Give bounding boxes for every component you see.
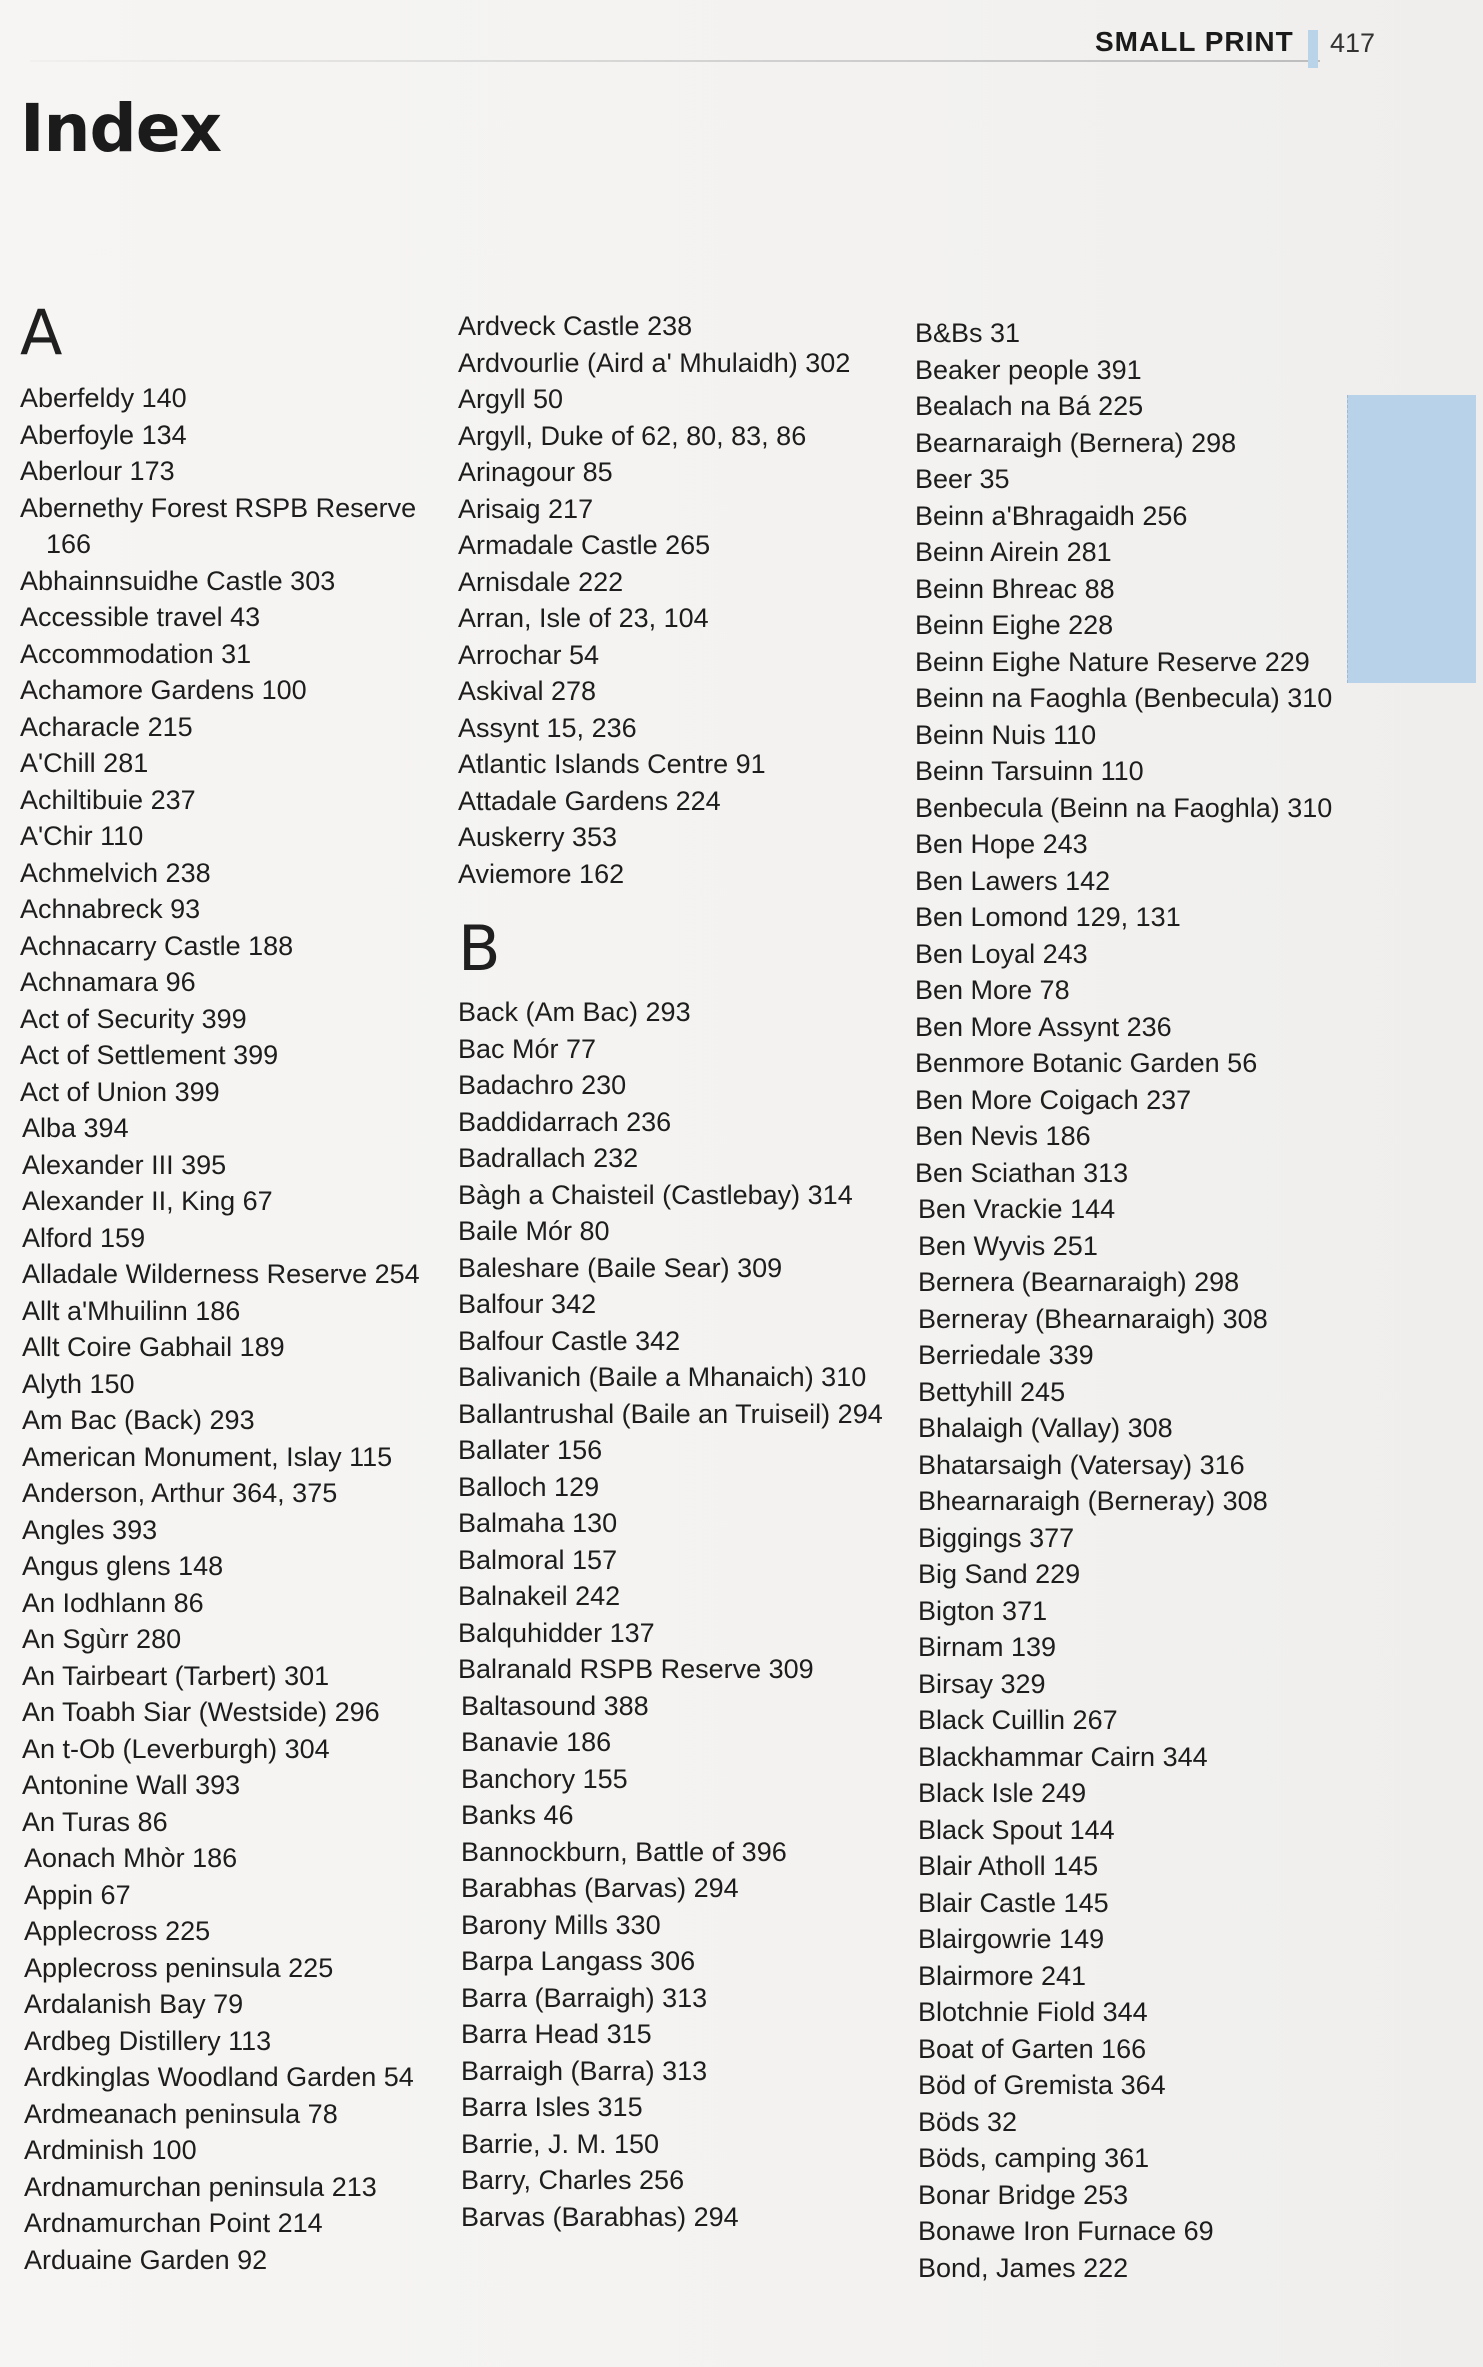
index-entry: Blairgowrie 149: [918, 1924, 1105, 1954]
index-entry: Antonine Wall 393: [22, 1770, 241, 1800]
index-entry: Achnacarry Castle 188: [20, 930, 294, 961]
index-entry: Berneray (Bhearnaraigh) 308: [918, 1303, 1268, 1334]
index-entry: Achamore Gardens 100: [20, 675, 307, 705]
index-entry: Beinn Tarsuinn 110: [915, 756, 1144, 786]
index-entry: Am Bac (Back) 293: [22, 1405, 255, 1435]
index-entry: Atlantic Islands Centre 91: [458, 749, 766, 779]
index-entry: Blair Castle 145: [918, 1887, 1109, 1918]
index-entry: Abhainnsuidhe Castle 303: [20, 565, 336, 596]
index-entry: Balquhidder 137: [458, 1617, 655, 1648]
index-entry: Barry, Charles 256: [461, 2165, 685, 2195]
index-entry: Alyth 150: [22, 1368, 135, 1399]
index-entry: Armadale Castle 265: [458, 530, 711, 560]
index-entry: Baddidarrach 236: [458, 1106, 672, 1137]
index-entry: Allt a'Mhuilinn 186: [22, 1295, 241, 1326]
index-entry: Beinn Eighe 228: [915, 610, 1114, 640]
index-entry: Biggings 377: [918, 1522, 1075, 1553]
index-entry: Ballantrushal (Baile an Truiseil) 294: [458, 1398, 883, 1429]
index-entry: Ben Lomond 129, 131: [915, 902, 1181, 932]
index-entry: Böds, camping 361: [918, 2143, 1150, 2173]
index-entry: Arran, Isle of 23, 104: [458, 603, 709, 633]
index-entry: Ardminish 100: [24, 2135, 197, 2165]
index-entry: Accommodation 31: [20, 638, 252, 669]
index-entry: Ben Nevis 186: [915, 1121, 1091, 1151]
index-entry: Back (Am Bac) 293: [458, 997, 691, 1027]
index-entry: An Turas 86: [22, 1806, 168, 1837]
index-entry: Bond, James 222: [918, 2252, 1129, 2283]
page-title: Index: [20, 90, 222, 167]
index-entry: Arinagour 85: [458, 457, 613, 487]
index-entry: Applecross 225: [24, 1916, 211, 1946]
index-entry: Ben Vrackie 144: [918, 1194, 1116, 1224]
index-entry: Argyll, Duke of 62, 80, 83, 86: [458, 420, 807, 451]
index-entry: Banks 46: [461, 1800, 574, 1830]
index-column-2: [458, 308, 888, 2235]
index-entry: An Tairbeart (Tarbert) 301: [22, 1660, 330, 1691]
index-entry: Achnabreck 93: [20, 894, 201, 924]
index-entry: Bac Mór 77: [458, 1033, 597, 1064]
index-entry: Birnam 139: [918, 1632, 1057, 1662]
index-entry: Achmelvich 238: [20, 857, 211, 888]
index-entry: Balloch 129: [458, 1471, 600, 1502]
page-number: 417: [1330, 28, 1376, 58]
index-entry: Alford 159: [22, 1222, 146, 1253]
index-entry: Bealach na Bá 225: [915, 391, 1144, 421]
index-entry: Balfour 342: [458, 1289, 597, 1319]
index-entry: Auskerry 353: [458, 822, 618, 852]
index-entry: Angus glens 148: [22, 1551, 224, 1581]
index-entry: An Iodhlann 86: [22, 1587, 204, 1618]
index-entry: Arisaig 217: [458, 493, 594, 524]
running-head-accent-bar: [1308, 30, 1318, 68]
index-entry: Aberfeldy 140: [20, 383, 187, 413]
index-entry: Blairmore 241: [918, 1960, 1087, 1991]
index-entry: Birsay 329: [918, 1668, 1046, 1699]
index-entry: Angles 393: [22, 1514, 158, 1545]
index-entry: Balnakeil 242: [458, 1581, 621, 1611]
index-entry: Böds 32: [918, 2106, 1018, 2137]
header-rule: [30, 60, 1320, 62]
index-entry: Beaker people 391: [915, 354, 1142, 385]
index-entry: Benmore Botanic Garden 56: [915, 1048, 1258, 1078]
index-entry: Ben Loyal 243: [915, 938, 1088, 969]
index-entry: Böd of Gremista 364: [918, 2070, 1166, 2100]
index-entry: A'Chill 281: [20, 748, 149, 778]
index-entries-b: [458, 994, 888, 2235]
index-entry: Boat of Garten 166: [918, 2033, 1147, 2064]
index-entry: Black Cuillin 267: [918, 1705, 1118, 1735]
index-entry: An t-Ob (Leverburgh) 304: [22, 1733, 330, 1764]
index-entry: Ballater 156: [458, 1435, 603, 1465]
index-entry: Ardnamurchan peninsula 213: [24, 2171, 377, 2202]
index-entry: Black Isle 249: [918, 1778, 1087, 1808]
index-entry: Achiltibuie 237: [20, 784, 196, 815]
index-entry: A'Chir 110: [20, 821, 144, 851]
index-entry: Ben More 78: [915, 975, 1070, 1005]
index-entry: Beinn Bhreac 88: [915, 573, 1115, 604]
index-entry: Barvas (Barabhas) 294: [461, 2201, 739, 2232]
index-entry: Barra Isles 315: [461, 2092, 643, 2122]
page-tab-marker: [1347, 395, 1476, 683]
index-entry: American Monument, Islay 115: [22, 1441, 393, 1472]
index-entry: Banchory 155: [461, 1763, 628, 1794]
index-entry: Argyll 50: [458, 384, 564, 414]
index-entry: Acharacle 215: [20, 711, 193, 742]
index-entry: Berriedale 339: [918, 1340, 1094, 1370]
index-entry: Attadale Gardens 224: [458, 785, 721, 816]
index-entry: Ardbeg Distillery 113: [24, 2025, 272, 2056]
index-entry: Barraigh (Barra) 313: [461, 2055, 708, 2086]
index-entry: Alexander III 395: [22, 1149, 227, 1180]
index-entry: Banavie 186: [461, 1727, 612, 1757]
index-entry: Bigton 371: [918, 1595, 1048, 1626]
index-entry: Bettyhill 245: [918, 1376, 1066, 1407]
index-entry: Balranald RSPB Reserve 309: [458, 1654, 814, 1684]
index-entry: Achnamara 96: [20, 967, 196, 997]
index-entry: Beinn Airein 281: [915, 537, 1112, 567]
index-entry: Act of Union 399: [20, 1076, 220, 1107]
index-entry: Appin 67: [24, 1879, 131, 1910]
index-entry: Balmaha 130: [458, 1508, 618, 1538]
index-entry: Barrie, J. M. 150: [461, 2128, 660, 2159]
index-entry: Aviemore 162: [458, 858, 625, 889]
index-entry: Beinn a'Bhragaidh 256: [915, 500, 1188, 531]
index-entry: Ardnamurchan Point 214: [24, 2208, 323, 2238]
index-entry: Ben More Assynt 236: [915, 1011, 1172, 1042]
index-entry: Big Sand 229: [918, 1559, 1081, 1589]
index-entry: Alexander II, King 67: [22, 1186, 273, 1216]
index-entry: An Sgùrr 280: [22, 1624, 182, 1654]
index-entry: Ardvourlie (Aird a' Mhulaidh) 302: [458, 347, 851, 378]
index-entry: Aonach Mhòr 186: [24, 1843, 238, 1873]
index-entry: Bernera (Bearnaraigh) 298: [918, 1267, 1240, 1297]
index-column-1: [20, 290, 440, 2278]
index-entry: Accessible travel 43: [20, 602, 261, 632]
index-entry: Ben Lawers 142: [915, 865, 1111, 896]
index-entry: Baile Mór 80: [458, 1216, 610, 1246]
index-entry: Bàgh a Chaisteil (Castlebay) 314: [458, 1179, 853, 1210]
index-entry: Anderson, Arthur 364, 375: [22, 1478, 338, 1508]
index-entry: Bonawe Iron Furnace 69: [918, 2216, 1214, 2246]
index-entry: Allt Coire Gabhail 189: [22, 1332, 285, 1362]
index-entry: Barabhas (Barvas) 294: [461, 1873, 739, 1903]
index-entry: Balfour Castle 342: [458, 1325, 681, 1356]
index-entry: Balivanich (Baile a Mhanaich) 310: [458, 1362, 867, 1392]
index-entry: Ardmeanach peninsula 78: [24, 2098, 338, 2129]
index-entry: Bannockburn, Battle of 396: [461, 1836, 787, 1867]
index-entry: Beinn Nuis 110: [915, 719, 1097, 750]
index-entry: Ardkinglas Woodland Garden 54: [24, 2062, 414, 2092]
index-entry: Barpa Langass 306: [461, 1946, 696, 1976]
index-entry: Ben Sciathan 313: [915, 1157, 1129, 1188]
index-entry: Baltasound 388: [461, 1690, 649, 1721]
index-entry: Beinn Eighe Nature Reserve 229: [915, 646, 1310, 677]
index-entry: Badachro 230: [458, 1070, 627, 1100]
letter-heading-b: B: [458, 912, 501, 985]
index-entry: Ben More Coigach 237: [915, 1084, 1192, 1115]
index-entry: Askival 278: [458, 676, 597, 706]
index-entry: Aberfoyle 134: [20, 419, 187, 450]
index-entry: Act of Settlement 399: [20, 1040, 279, 1070]
index-entry: Badrallach 232: [458, 1143, 639, 1173]
index-entry: Barra Head 315: [461, 2019, 652, 2049]
index-entry: Bearnaraigh (Bernera) 298: [915, 427, 1237, 458]
index-entry: Benbecula (Beinn na Faoghla) 310: [915, 792, 1333, 823]
index-entry: Ben Wyvis 251: [918, 1230, 1098, 1261]
index-entry: Abernethy Forest RSPB Reserve 166: [20, 492, 417, 559]
index-entry: Arduaine Garden 92: [24, 2244, 268, 2275]
index-entry: Ardalanish Bay 79: [24, 1989, 244, 2019]
index-entry: Blackhammar Cairn 344: [918, 1741, 1208, 1772]
index-entry: Barony Mills 330: [461, 1909, 661, 1940]
index-entry: Blotchnie Fiold 344: [918, 1997, 1148, 2027]
index-entry: Arnisdale 222: [458, 566, 624, 597]
running-head: SMALL PRINT: [1095, 26, 1294, 57]
index-entry: Beer 35: [915, 464, 1010, 494]
index-entry: Balmoral 157: [458, 1544, 618, 1575]
letter-heading-a: A: [20, 296, 63, 369]
index-entry: Alba 394: [22, 1113, 129, 1143]
index-entry: Baleshare (Baile Sear) 309: [458, 1252, 783, 1283]
index-column-3: [915, 315, 1335, 2286]
index-entry: Alladale Wilderness Reserve 254: [22, 1259, 420, 1289]
index-entry: Assynt 15, 236: [458, 712, 637, 743]
index-entry: An Toabh Siar (Westside) 296: [22, 1697, 380, 1727]
index-entry: Bhatarsaigh (Vatersay) 316: [918, 1449, 1245, 1480]
index-entry: Applecross peninsula 225: [24, 1952, 334, 1983]
index-entry: Aberlour 173: [20, 456, 175, 486]
index-entry: Ben Hope 243: [915, 829, 1088, 859]
index-entry: Bonar Bridge 253: [918, 2179, 1129, 2210]
index-entry: B&Bs 31: [915, 318, 1021, 348]
index-entry: Beinn na Faoghla (Benbecula) 310: [915, 683, 1333, 713]
index-entry: Blair Atholl 145: [918, 1851, 1099, 1881]
index-entries-a-continued: [458, 308, 888, 892]
index-entry: Bhearnaraigh (Berneray) 308: [918, 1486, 1268, 1516]
index-entry: Barra (Barraigh) 313: [461, 1982, 708, 2013]
index-entry: Ardveck Castle 238: [458, 311, 693, 341]
index-entry: Act of Security 399: [20, 1003, 247, 1034]
index-entry: Black Spout 144: [918, 1814, 1115, 1845]
index-entry: Bhalaigh (Vallay) 308: [918, 1413, 1173, 1443]
index-entry: Arrochar 54: [458, 639, 600, 670]
